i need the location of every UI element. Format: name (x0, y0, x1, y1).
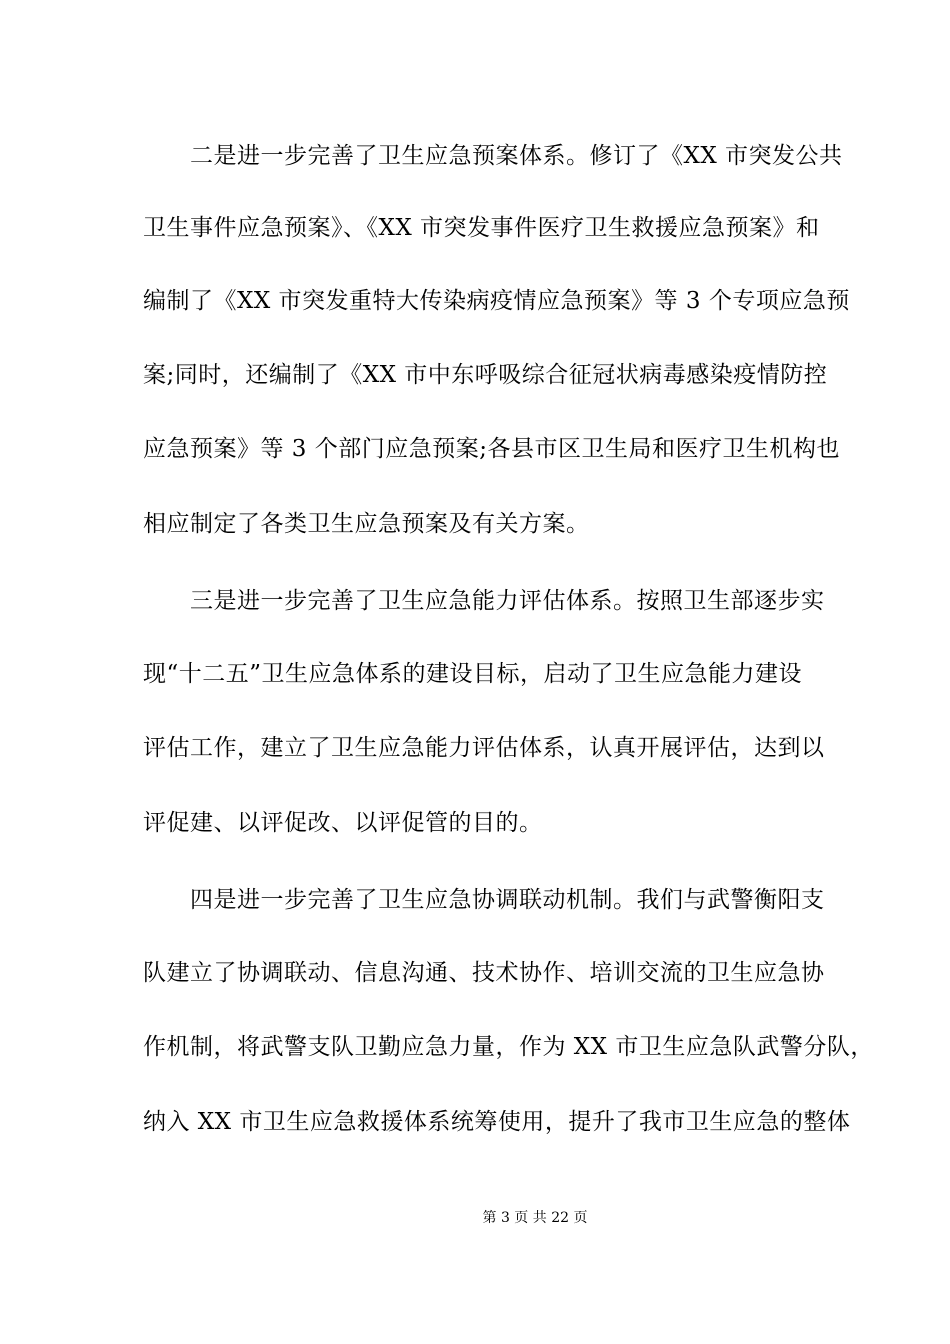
paragraph-3-line-1: 四是进一步完善了卫生应急协调联动机制。我们与武警衡阳支 (190, 887, 825, 913)
paragraph-3-line-3: 作机制，将武警支队卫勤应急力量，作为 XX 市卫生应急队武警分队， (143, 1034, 874, 1060)
paragraph-3-line-4: 纳入 XX 市卫生应急救援体系统筹使用，提升了我市卫生应急的整体 (143, 1109, 851, 1135)
paragraph-2-line-4: 评促建、以评促改、以评促管的目的。 (143, 810, 543, 836)
paragraph-1-line-3: 编制了《XX 市突发重特大传染病疫情应急预案》等 3 个专项应急预 (143, 288, 850, 314)
paragraph-1-line-6: 相应制定了各类卫生应急预案及有关方案。 (143, 511, 590, 537)
paragraph-1-line-4: 案;同时，还编制了《XX 市中东呼吸综合征冠状病毒感染疫情防控 (143, 362, 828, 388)
paragraph-2-line-3: 评估工作，建立了卫生应急能力评估体系，认真开展评估，达到以 (143, 735, 825, 761)
paragraph-1-line-2: 卫生事件应急预案》、《XX 市突发事件医疗卫生救援应急预案》和 (143, 215, 820, 241)
paragraph-2-line-2: 现“十二五”卫生应急体系的建设目标，启动了卫生应急能力建设 (143, 661, 803, 687)
page-number-footer: 第 3 页 共 22 页 (482, 1210, 588, 1226)
paragraph-1-line-5: 应急预案》等 3 个部门应急预案;各县市区卫生局和医疗卫生机构也 (143, 436, 841, 462)
paragraph-1-line-1: 二是进一步完善了卫生应急预案体系。修订了《XX 市突发公共 (190, 143, 843, 169)
paragraph-2-line-1: 三是进一步完善了卫生应急能力评估体系。按照卫生部逐步实 (190, 588, 825, 614)
paragraph-3-line-2: 队建立了协调联动、信息沟通、技术协作、培训交流的卫生应急协 (143, 960, 825, 986)
